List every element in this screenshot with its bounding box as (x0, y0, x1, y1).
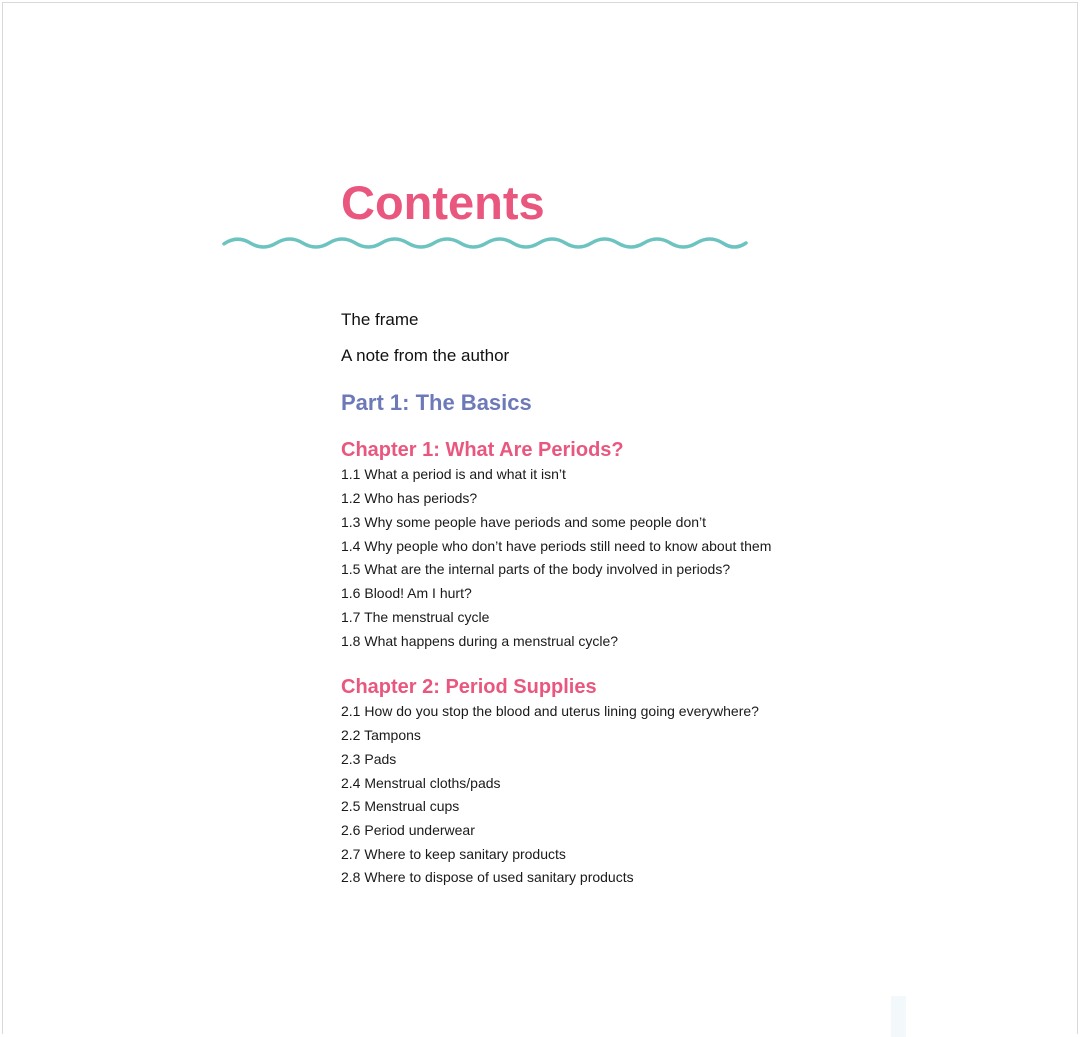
toc-item[interactable]: 2.3 Pads (341, 751, 397, 767)
toc-item[interactable]: 2.1 How do you stop the blood and uterus lining going everywhere? (341, 703, 759, 719)
toc-item[interactable]: 1.7 The menstrual cycle (341, 609, 490, 625)
toc-item[interactable]: 2.7 Where to keep sanitary products (341, 846, 566, 862)
page-edge-mark (891, 996, 906, 1037)
toc-part-heading[interactable]: Part 1: The Basics (341, 390, 532, 415)
toc-item[interactable]: 2.8 Where to dispose of used sanitary products (341, 869, 634, 885)
document-page (2, 2, 1078, 1034)
toc-entry-the-frame[interactable]: The frame (341, 310, 419, 329)
toc-item[interactable]: 1.1 What a period is and what it isn’t (341, 466, 566, 482)
toc-item[interactable]: 2.6 Period underwear (341, 822, 475, 838)
toc-item[interactable]: 1.5 What are the internal parts of the body involved in periods? (341, 561, 731, 577)
toc-item[interactable]: 2.4 Menstrual cloths/pads (341, 775, 501, 791)
toc-chapter-heading[interactable]: Chapter 1: What Are Periods? (341, 439, 624, 461)
toc-item[interactable]: 2.5 Menstrual cups (341, 798, 460, 814)
toc-entry-author-note[interactable]: A note from the author (341, 346, 510, 365)
page-title: Contents (341, 176, 545, 229)
toc-item[interactable]: 1.8 What happens during a menstrual cycle? (341, 633, 619, 649)
toc-item[interactable]: 1.2 Who has periods? (341, 490, 478, 506)
toc-item[interactable]: 2.2 Tampons (341, 727, 421, 743)
wave-divider (222, 233, 748, 253)
toc-chapter-heading[interactable]: Chapter 2: Period Supplies (341, 676, 597, 698)
toc-item[interactable]: 1.6 Blood! Am I hurt? (341, 585, 472, 601)
toc-item[interactable]: 1.3 Why some people have periods and some people don’t (341, 514, 707, 530)
toc-item[interactable]: 1.4 Why people who don’t have periods still need to know about them (341, 538, 772, 554)
